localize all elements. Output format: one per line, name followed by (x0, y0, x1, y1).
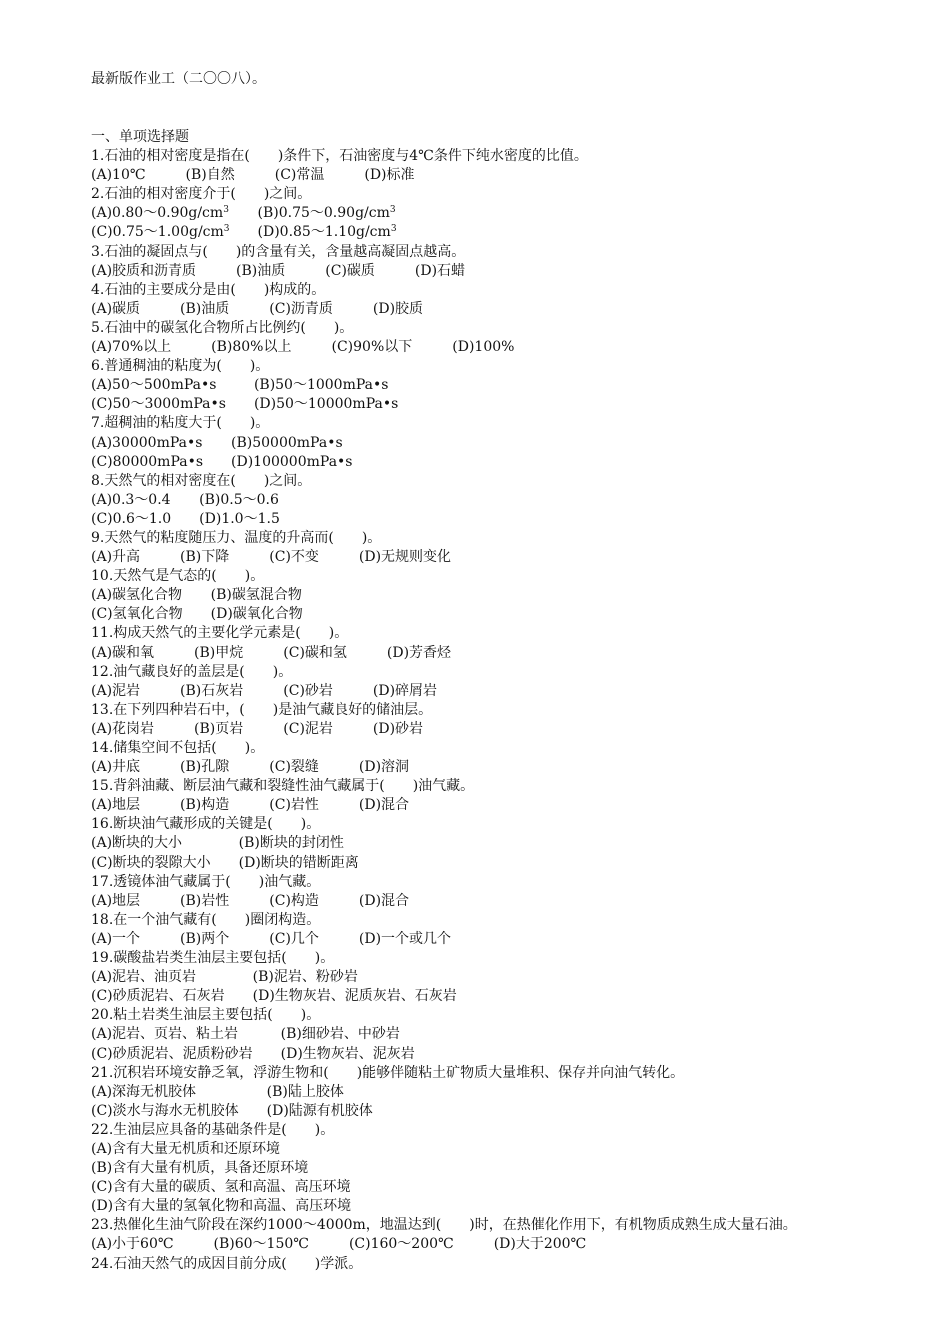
option-b: (B)构造 (180, 797, 230, 814)
question-stem: 8.天然气的相对密度在( )之间。 (91, 472, 312, 489)
option-row (91, 434, 866, 453)
option-a: (A)地层 (91, 797, 141, 814)
option-row (91, 204, 866, 223)
question-item (91, 739, 866, 777)
option-d: (D)含有大量的氢氧化物和高温、高压环境 (91, 1198, 352, 1215)
option-b: $(B)0.75\sim 0.90g/cm^3$ (257, 205, 396, 222)
option-row (91, 1140, 866, 1159)
option-c: (C)50～3000mPa•s (91, 396, 226, 413)
option-row (91, 1159, 866, 1178)
option-b: (B)石灰岩 (180, 682, 244, 699)
option-b: (B)80%以上 (211, 339, 292, 356)
option-a: (A)含有大量无机质和还原环境 (91, 1140, 281, 1157)
option-a: (A)升高 (91, 549, 141, 566)
option-a: (A)花岗岩 (91, 720, 155, 737)
option-d: (D)50～10000mPa•s (253, 396, 399, 413)
option-a: (A)井底 (91, 759, 141, 776)
option-row (91, 1235, 866, 1254)
question-stem: 14.储集空间不包括( )。 (91, 740, 265, 756)
option-a: (A)0.3～0.4 (91, 491, 171, 508)
option-c: (C)泥岩 (283, 720, 333, 737)
option-d: (D)碳氧化合物 (210, 606, 303, 623)
option-a: (A)10℃ (91, 167, 146, 184)
option-row (91, 453, 866, 472)
option-a: (A)碳质 (91, 300, 141, 317)
question-item (91, 777, 866, 815)
option-b: (B)自然 (185, 167, 235, 184)
question-stem: 13.在下列四种岩石中，( )是油气藏良好的储油层。 (91, 701, 433, 718)
option-b: (B)油质 (236, 262, 286, 279)
option-c: (C)淡水与海水无机胶体 (91, 1102, 239, 1119)
option-d: (D)石蜡 (414, 262, 466, 279)
option-row (91, 300, 866, 319)
option-row (91, 644, 866, 663)
option-row (91, 376, 866, 395)
option-a: (A)碳氢化合物 (91, 587, 183, 604)
question-stem: 5.石油中的碳氢化合物所占比例约( )。 (91, 319, 354, 336)
question-item (91, 815, 866, 872)
question-stem: 16.断块油气藏形成的关键是( )。 (91, 816, 321, 833)
option-row (91, 682, 866, 701)
option-c: (C)不变 (269, 549, 319, 566)
option-b: (B)0.5～0.6 (199, 491, 279, 508)
question-item (91, 147, 866, 185)
option-row (91, 548, 866, 567)
option-row (91, 223, 866, 242)
option-row (91, 892, 866, 911)
option-row (91, 1102, 866, 1121)
question-stem: 20.粘土岩类生油层主要包括( )。 (91, 1007, 321, 1024)
option-row (91, 491, 866, 510)
question-stem: 17.透镜体油气藏属于( )油气藏。 (91, 873, 321, 890)
option-d: (D)标准 (364, 167, 415, 184)
option-c: (C)裂缝 (269, 759, 319, 776)
question-stem: 6.普通稠油的粘度为( )。 (91, 358, 270, 375)
question-stem: 21.沉积岩环境安静乏氧，浮游生物和( )能够伴随粘土矿物质大量堆积、保存并向油气转化。 (91, 1064, 685, 1081)
question-stem: 15.背斜油藏、断层油气藏和裂缝性油气藏属于( )油气藏。 (91, 778, 475, 795)
option-c: (C)80000mPa•s (91, 453, 204, 470)
option-b: (B)断块的封闭性 (238, 835, 344, 852)
option-c: (C)0.6～1.0 (91, 510, 172, 527)
option-c: (C)砂质泥岩、泥质粉砂岩 (91, 1045, 253, 1062)
option-d: (D)大于200℃ (493, 1236, 587, 1253)
option-c: (C)岩性 (269, 797, 319, 814)
question-stem: 12.油气藏良好的盖层是( )。 (91, 663, 293, 680)
option-row (91, 720, 866, 739)
option-d: (D)断块的错断距离 (238, 854, 359, 871)
option-row (91, 987, 866, 1006)
option-c: (C)沥青质 (269, 300, 333, 317)
option-row (91, 510, 866, 529)
question-stem: 23.热催化生油气阶段在深约1000～4000m，地温达到( )时，在热催化作用下，有机物质成熟生成大量石油。 (91, 1217, 797, 1234)
option-row (91, 796, 866, 815)
option-d: (D)芳香烃 (386, 644, 452, 661)
question-stem: 2.石油的相对密度介于( )之间。 (91, 186, 312, 203)
option-b: (B)细砂岩、中砂岩 (280, 1026, 400, 1043)
option-c: (C)碳质 (325, 262, 375, 279)
option-b: (B)泥岩、粉砂岩 (252, 969, 358, 986)
option-row (91, 834, 866, 853)
option-d: (D)生物灰岩、泥灰岩 (280, 1045, 415, 1062)
option-c: (C)160～200℃ (348, 1236, 454, 1253)
option-a: (A)30000mPa•s (91, 434, 203, 451)
question-stem: 3.石油的凝固点与( )的含量有关，含量越高凝固点越高。 (91, 243, 466, 260)
option-d: (D)砂岩 (372, 720, 424, 737)
option-d: (D)陆源有机胶体 (266, 1102, 373, 1119)
option-row (91, 605, 866, 624)
option-d: (D)碎屑岩 (372, 682, 438, 699)
option-row (91, 758, 866, 777)
option-a: (A)50～500mPa•s (91, 377, 217, 394)
question-stem: 4.石油的主要成分是由( )构成的。 (91, 281, 326, 298)
section-title: 一、单项选择题 (91, 129, 189, 145)
question-stem: 24.石油天然气的成因目前分成( )学派。 (91, 1255, 363, 1272)
option-row (91, 586, 866, 605)
question-item (91, 1064, 866, 1121)
option-d: (D)100% (452, 339, 515, 356)
option-row (91, 395, 866, 414)
option-row (91, 1083, 866, 1102)
option-a: (A)一个 (91, 930, 141, 947)
option-c: (C)90%以下 (331, 339, 413, 356)
option-c: (C)砂岩 (283, 682, 333, 699)
option-row (91, 262, 866, 281)
question-item (91, 281, 866, 319)
question-stem: 19.碳酸盐岩类生油层主要包括( )。 (91, 950, 335, 967)
question-item (91, 624, 866, 662)
option-row (91, 1197, 866, 1216)
option-c: (C)砂质泥岩、石灰岩 (91, 988, 225, 1005)
question-item (91, 529, 866, 567)
question-stem: 10.天然气是气态的( )。 (91, 568, 265, 585)
option-b: (B)页岩 (194, 720, 244, 737)
question-stem: 18.在一个油气藏有( )圈闭构造。 (91, 911, 321, 928)
option-d: (D)溶洞 (358, 759, 410, 776)
option-row (91, 968, 866, 987)
option-a: (A)泥岩、页岩、粘土岩 (91, 1026, 239, 1043)
question-item (91, 911, 866, 949)
option-d: (D)100000mPa•s (231, 453, 353, 470)
question-item (91, 1006, 866, 1063)
question-item (91, 1255, 866, 1274)
question-stem: 7.超稠油的粘度大于( )。 (91, 415, 270, 432)
option-row (91, 338, 866, 357)
option-a: (A)断块的大小 (91, 835, 183, 852)
option-a: (A)泥岩、油页岩 (91, 969, 197, 986)
option-a: (A)泥岩 (91, 682, 141, 699)
question-stem: 11.构成天然气的主要化学元素是( )。 (91, 625, 349, 642)
question-item (91, 357, 866, 414)
option-b: (B)50～1000mPa•s (253, 377, 389, 394)
option-row (91, 1025, 866, 1044)
option-d: (D)1.0～1.5 (199, 510, 280, 527)
question-item (91, 567, 866, 624)
option-a: (A)小于60℃ (91, 1236, 174, 1253)
question-item (91, 663, 866, 701)
option-c: (C)构造 (269, 892, 319, 909)
option-c: (C)几个 (269, 930, 319, 947)
option-d: (D)胶质 (372, 300, 424, 317)
option-b: (B)孔隙 (180, 759, 230, 776)
question-item (91, 1121, 866, 1216)
option-d: (D)一个或几个 (358, 930, 452, 947)
document-body (91, 128, 866, 1274)
option-b: (B)甲烷 (194, 644, 244, 661)
question-item (91, 949, 866, 1006)
option-a: (A)70%以上 (91, 339, 172, 356)
document-title: 最新版作业工（二〇〇八）。 (91, 71, 266, 87)
question-list (91, 147, 866, 1274)
question-item (91, 873, 866, 911)
option-row (91, 166, 866, 185)
question-item (91, 1216, 866, 1254)
question-item (91, 472, 866, 529)
option-row (91, 1045, 866, 1064)
option-a: (A)胶质和沥青质 (91, 262, 197, 279)
option-c: (C)氢氧化合物 (91, 606, 183, 623)
option-row (91, 1178, 866, 1197)
question-item (91, 243, 866, 281)
option-b: (B)陆上胶体 (266, 1083, 344, 1100)
question-item (91, 319, 866, 357)
option-d: (D)混合 (358, 892, 410, 909)
option-b: (B)下降 (180, 549, 230, 566)
question-stem: 22.生油层应具备的基础条件是( )。 (91, 1121, 335, 1138)
option-a: (A)碳和氧 (91, 644, 155, 661)
option-a: $(A)0.80\sim 0.90g/cm^3$ (91, 205, 229, 222)
question-item (91, 185, 866, 242)
option-c: (C)碳和氢 (283, 644, 347, 661)
option-c: (C)常温 (274, 167, 325, 184)
option-row (91, 930, 866, 949)
option-b: (B)含有大量有机质，具备还原环境 (91, 1160, 309, 1177)
option-a: (A)地层 (91, 892, 141, 909)
option-d: (D)生物灰岩、泥质灰岩、石灰岩 (252, 988, 457, 1005)
option-a: (A)深海无机胶体 (91, 1083, 197, 1100)
option-d: $(D)0.85\sim 1.10g/cm^3$ (257, 224, 397, 241)
option-d: (D)无规则变化 (358, 549, 452, 566)
option-d: (D)混合 (358, 797, 410, 814)
option-c: (C)含有大量的碳质、氢和高温、高压环境 (91, 1179, 351, 1196)
option-b: (B)60～150℃ (213, 1236, 309, 1253)
option-c: $(C)0.75\sim 1.00g/cm^3$ (91, 224, 230, 241)
question-item (91, 414, 866, 471)
option-b: (B)碳氢混合物 (210, 587, 302, 604)
option-b: (B)岩性 (180, 892, 230, 909)
option-c: (C)断块的裂隙大小 (91, 854, 211, 871)
question-stem: 1.石油的相对密度是指在( )条件下，石油密度与4℃条件下纯水密度的比值。 (91, 148, 588, 165)
question-item (91, 701, 866, 739)
option-b: (B)油质 (180, 300, 230, 317)
option-b: (B)两个 (180, 930, 230, 947)
question-stem: 9.天然气的粘度随压力、温度的升高而( )。 (91, 529, 382, 546)
option-b: (B)50000mPa•s (231, 434, 343, 451)
option-row (91, 854, 866, 873)
